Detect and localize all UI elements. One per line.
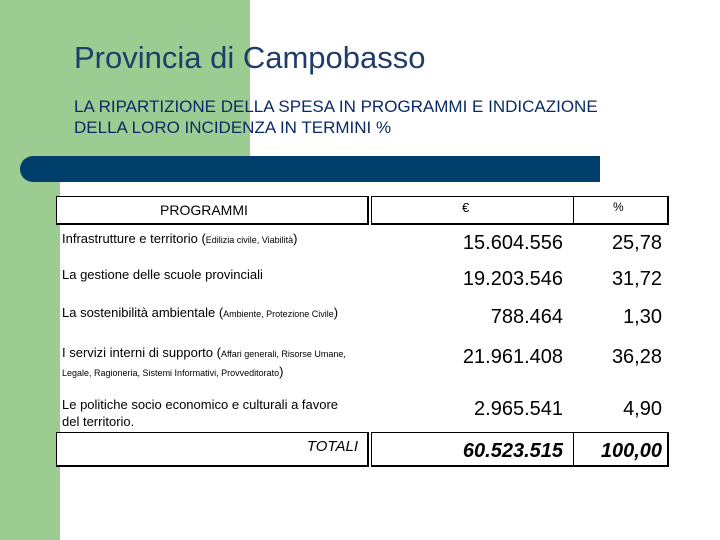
row-percent-infrastrutture: 25,78 (611, 232, 662, 254)
header-euro: € (462, 200, 470, 215)
row-percent-politiche: 4,90 (623, 398, 662, 420)
totals-label: TOTALI (306, 438, 358, 455)
row-label-servizi: I servizi interni di supporto (Affari generali, Risorse Umane, Legale, Ragioneria, Sistemi Informativi, Provveditorato) (62, 345, 346, 379)
row-euro-infrastrutture: 15.604.556 (462, 232, 563, 254)
page-subtitle: LA RIPARTIZIONE DELLA SPESA IN PROGRAMMI E INDICAZIONE DELLA LORO INCIDENZA IN TERMINI % (74, 97, 598, 137)
totals-column-divider (573, 432, 574, 466)
left-green-panel (0, 0, 60, 540)
header-programmi: PROGRAMMI (160, 202, 248, 218)
row-percent-scuole: 31,72 (611, 268, 662, 290)
row-label-infrastrutture: Infrastrutture e territorio (Edilizia civile, Viabilità) (62, 231, 298, 246)
totals-percent: 100,00 (600, 440, 662, 462)
row-euro-servizi: 21.961.408 (462, 346, 563, 368)
row-label-scuole: La gestione delle scuole provinciali (62, 267, 263, 282)
row-euro-politiche: 2.965.541 (474, 398, 563, 420)
page-title: Provincia di Campobasso (74, 40, 426, 75)
values-header-box (371, 196, 669, 225)
header-percent: % (613, 200, 624, 214)
row-label-ambiente: La sostenibilità ambientale (Ambiente, Protezione Civile) (62, 305, 339, 320)
row-euro-scuole: 19.203.546 (462, 268, 563, 290)
row-percent-servizi: 36,28 (611, 346, 662, 368)
row-euro-ambiente: 788.464 (490, 306, 563, 328)
totals-euro: 60.523.515 (462, 440, 563, 462)
header-column-divider (573, 196, 574, 224)
row-label-politiche: Le politiche socio economico e culturali a favore del territorio. (62, 397, 339, 429)
top-green-block (60, 0, 250, 168)
row-percent-ambiente: 1,30 (623, 306, 662, 328)
header-divider-bar (20, 156, 600, 182)
